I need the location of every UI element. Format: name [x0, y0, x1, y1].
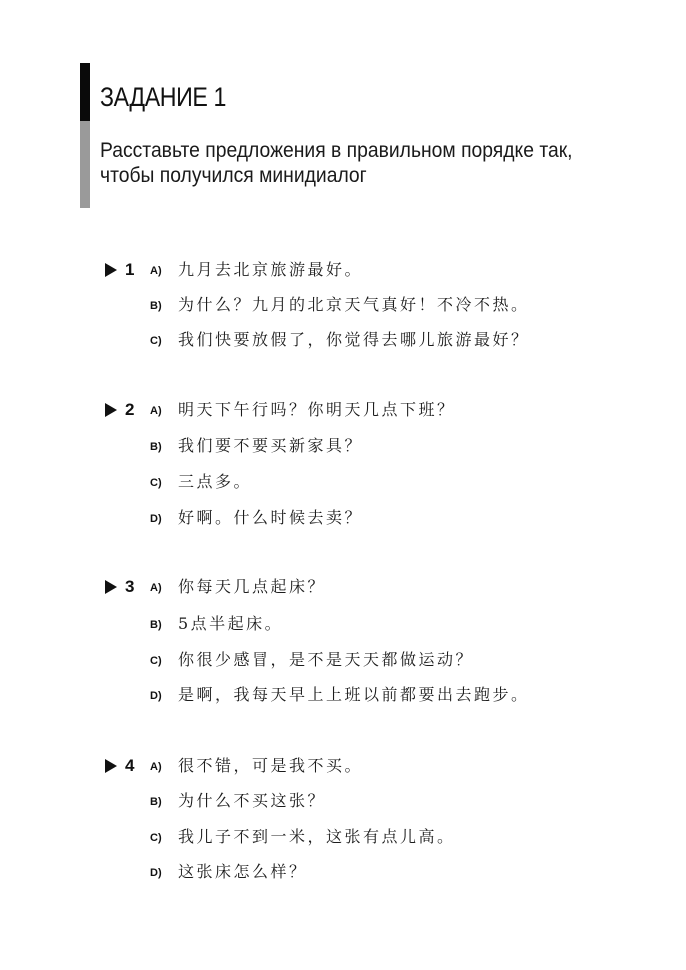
exercise-option: [0, 506, 686, 530]
exercise-option: [0, 328, 686, 352]
option-letter: C): [150, 832, 162, 844]
option-text: 明天下午行吗？你明天几点下班？: [178, 400, 456, 419]
option-text: 为什么？九月的北京天气真好！不冷不热。: [178, 295, 530, 314]
exercise-option: [0, 648, 686, 672]
option-letter: B): [150, 441, 162, 453]
option-letter: D): [150, 690, 162, 702]
exercise-number: 3: [125, 577, 135, 596]
option-text: 这张床怎么样？: [178, 862, 308, 881]
exercise-option: [0, 789, 686, 813]
exercise-option: [0, 434, 686, 458]
exercise-option: [0, 470, 686, 494]
page-title: ЗАДАНИЕ 1: [100, 82, 226, 112]
option-letter: A): [150, 761, 162, 773]
option-text: 我儿子不到一米，这张有点儿高。: [178, 827, 456, 846]
instruction-text: [100, 138, 615, 188]
option-text: 九月去北京旅游最好。: [178, 260, 364, 279]
exercise-option: [0, 258, 686, 282]
exercise-number: 2: [125, 400, 135, 419]
option-text: 是啊，我每天早上上班以前都要出去跑步。: [178, 685, 530, 704]
section-bar-dark: [80, 63, 90, 121]
option-letter: B): [150, 619, 162, 631]
exercise-option: [0, 293, 686, 317]
option-letter: B): [150, 796, 162, 808]
option-text: 5点半起床。: [178, 614, 284, 633]
option-text: 我们快要放假了，你觉得去哪儿旅游最好？: [178, 330, 530, 349]
exercise-option: [0, 825, 686, 849]
exercise-number: 1: [125, 260, 135, 279]
option-text: 你每天几点起床？: [178, 577, 327, 596]
instruction-line-2: чтобы получился минидиалог: [100, 164, 367, 187]
exercise-option: [0, 612, 686, 636]
option-text: 三点多。: [178, 472, 253, 491]
exercise-option: [0, 754, 686, 778]
play-triangle-icon: [105, 263, 117, 277]
exercise-option: [0, 398, 686, 422]
option-letter: C): [150, 655, 162, 667]
play-triangle-icon: [105, 580, 117, 594]
section-bar-gray: [80, 121, 90, 208]
option-letter: D): [150, 513, 162, 525]
option-letter: A): [150, 405, 162, 417]
option-letter: B): [150, 300, 162, 312]
exercise-option: [0, 575, 686, 599]
option-text: 你很少感冒，是不是天天都做运动？: [178, 650, 475, 669]
play-triangle-icon: [105, 759, 117, 773]
play-triangle-icon: [105, 403, 117, 417]
option-letter: A): [150, 582, 162, 594]
option-text: 很不错，可是我不买。: [178, 756, 364, 775]
option-text: 好啊。什么时候去卖？: [178, 508, 364, 527]
option-text: 我们要不要买新家具？: [178, 436, 364, 455]
option-letter: C): [150, 477, 162, 489]
option-letter: C): [150, 335, 162, 347]
option-letter: A): [150, 265, 162, 277]
option-text: 为什么不买这张？: [178, 791, 327, 810]
exercise-option: [0, 683, 686, 707]
exercise-option: [0, 860, 686, 884]
exercise-number: 4: [125, 756, 135, 775]
instruction-line-1: Расставьте предложения в правильном порядке так,: [100, 139, 573, 162]
option-letter: D): [150, 867, 162, 879]
